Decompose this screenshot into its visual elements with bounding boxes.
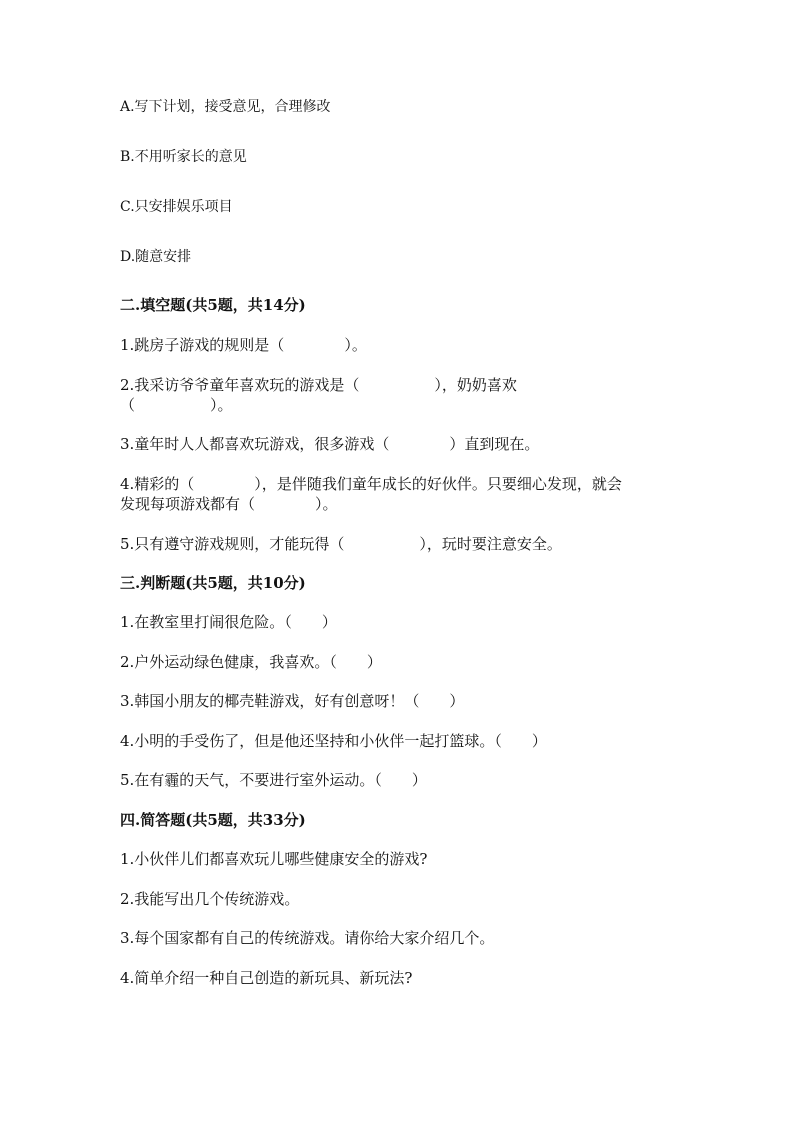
true-false-question-1: 1.在教室里打闹很危险。（ ） xyxy=(120,613,337,631)
true-false-question-5: 5.在有霾的天气，不要进行室外运动。（ ） xyxy=(120,771,427,789)
true-false-question-3: 3.韩国小朋友的椰壳鞋游戏，好有创意呀！（ ） xyxy=(120,692,465,710)
short-answer-question-3: 3.每个国家都有自己的传统游戏。请你给大家介绍几个。 xyxy=(120,929,495,947)
fill-blank-question-2-line-1: 2.我采访爷爷童年喜欢玩的游戏是（ ），奶奶喜欢 xyxy=(120,376,517,394)
true-false-question-4: 4.小明的手受伤了，但是他还坚持和小伙伴一起打篮球。（ ） xyxy=(120,732,547,750)
fill-blank-question-5: 5.只有遵守游戏规则，才能玩得（ ），玩时要注意安全。 xyxy=(120,535,562,553)
fill-blank-question-4-line-2: 发现每项游戏都有（ ）。 xyxy=(120,495,338,513)
true-false-question-2: 2.户外运动绿色健康，我喜欢。（ ） xyxy=(120,653,382,671)
option-a: A.写下计划，接受意见，合理修改 xyxy=(120,99,331,115)
short-answer-question-4: 4.简单介绍一种自己创造的新玩具、新玩法? xyxy=(120,969,413,987)
fill-blank-question-1: 1.跳房子游戏的规则是（ ）。 xyxy=(120,336,367,354)
fill-blank-question-4-line-1: 4.精彩的（ ），是伴随我们童年成长的好伙伴。只要细心发现，就会 xyxy=(120,475,622,493)
option-c: C.只安排娱乐项目 xyxy=(120,199,233,215)
fill-blank-question-2-line-2: （ ）。 xyxy=(120,396,233,414)
option-d: D.随意安排 xyxy=(120,249,192,265)
fill-blank-question-3: 3.童年时人人都喜欢玩游戏，很多游戏（ ）直到现在。 xyxy=(120,435,540,453)
section-heading-short-answer: 四.简答题(共5题，共33分) xyxy=(120,811,306,829)
option-b: B.不用听家长的意见 xyxy=(120,149,247,165)
section-heading-true-false: 三.判断题(共5题，共10分) xyxy=(120,574,306,592)
short-answer-question-2: 2.我能写出几个传统游戏。 xyxy=(120,890,300,908)
section-heading-fill-blank: 二.填空题(共5题，共14分) xyxy=(120,296,306,314)
short-answer-question-1: 1.小伙伴儿们都喜欢玩儿哪些健康安全的游戏? xyxy=(120,850,428,868)
